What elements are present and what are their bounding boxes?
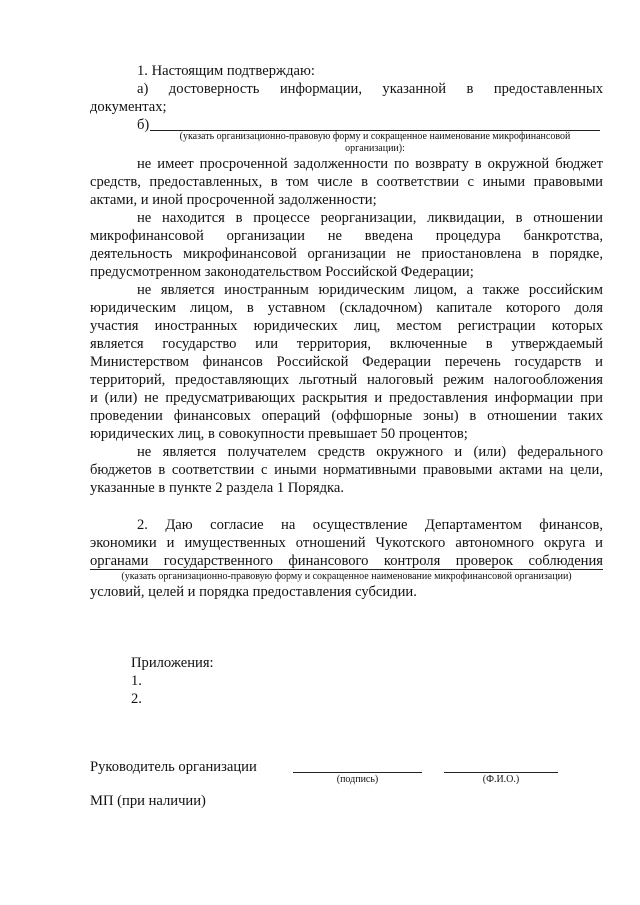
para3-line: проведении финансовых операций (оффшорные зоны) в отношении таких	[90, 408, 603, 424]
attachment-item: 1.	[131, 673, 142, 689]
para2-line: предусмотренном законодательством Российской Федерации;	[90, 264, 474, 280]
attachments-title: Приложения:	[131, 655, 214, 671]
para3-line: не является иностранным юридическим лицом, а также российским	[137, 282, 603, 298]
para3-line: Министерством финансов Российской Федерации перечень государств и	[90, 354, 603, 370]
para4-line: указанные в пункте 2 раздела 1 Порядка.	[90, 480, 345, 496]
signature-caption: (подпись)	[336, 774, 379, 785]
para3-line: юридическим лицом, в уставном (складочном) капитале которого доля	[90, 300, 603, 316]
head-label: Руководитель организации	[90, 759, 257, 775]
para3-line: территорий, предоставляющих льготный налоговый режим налогообложения	[90, 372, 603, 388]
para4-line: не является получателем средств окружного и (или) федерального	[137, 444, 603, 460]
para1-line: актами, и иной просроченной задолженности;	[90, 192, 377, 208]
section1-item-a-cont: документах;	[90, 99, 167, 115]
org-name-caption-1: (указать организационно-правовую форму и сокращенное наименование микрофинансовой	[179, 131, 571, 142]
para1-line: не имеет просроченной задолженности по возврату в окружной бюджет	[137, 156, 603, 172]
name-caption: (Ф.И.О.)	[482, 774, 520, 785]
para3-line: и (или) не предусматривающих раскрытия и предоставления информации при	[90, 390, 603, 406]
section1-item-b-prefix: б)	[137, 117, 150, 133]
para3-line: юридических лиц, в совокупности превышает 50 процентов;	[90, 426, 468, 442]
section2-line: экономики и имущественных отношений Чукотского автономного округа и	[90, 535, 603, 551]
signature-line	[293, 772, 422, 773]
para1-line: средств, предоставленных, в том числе в соответствии с иными правовыми	[90, 174, 603, 190]
org-name-caption-3: (указать организационно-правовую форму и сокращенное наименование микрофинансовой организации)	[121, 571, 572, 582]
org-name-caption-2: организации):	[345, 143, 405, 154]
name-line	[444, 772, 558, 773]
section2-line: органами государственного финансового контроля проверок соблюдения	[90, 553, 603, 569]
para4-line: бюджетов в соответствии с иными нормативными правовыми актами на цели,	[90, 462, 603, 478]
section1-item-a: а) достоверность информации, указанной в предоставленных	[137, 81, 603, 97]
section1-heading: 1. Настоящим подтверждаю:	[137, 63, 315, 79]
attachment-item: 2.	[131, 691, 142, 707]
para2-line: деятельность микрофинансовой организации не приостановлена в порядке,	[90, 246, 603, 262]
para2-line: не находится в процессе реорганизации, ликвидации, в отношении	[137, 210, 603, 226]
stamp-label: МП (при наличии)	[90, 793, 206, 809]
para3-line: является государство или территория, включенные в утверждаемый	[90, 336, 603, 352]
section2-tail: условий, целей и порядка предоставления субсидии.	[90, 584, 417, 600]
section2-line: 2. Даю согласие на осуществление Департаментом финансов,	[137, 517, 603, 533]
para3-line: участия иностранных юридических лиц, местом регистрации которых	[90, 318, 603, 334]
org-name-blank-line-2	[90, 569, 603, 570]
para2-line: микрофинансовой организации не введена процедура банкротства,	[90, 228, 603, 244]
